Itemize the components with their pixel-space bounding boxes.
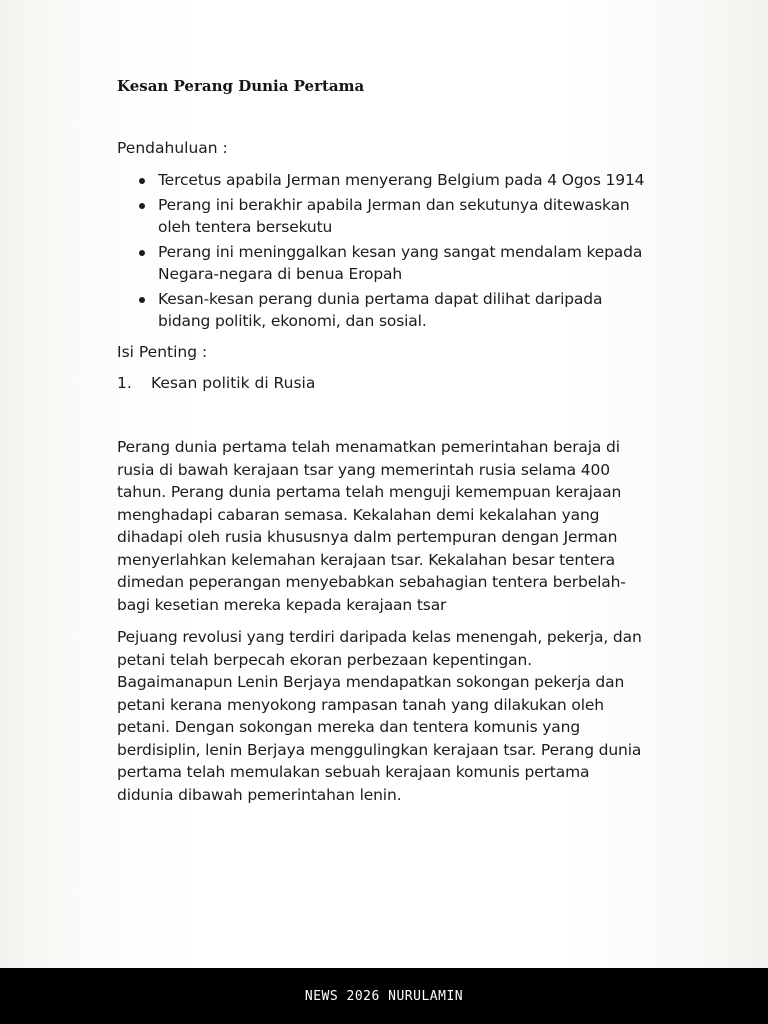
- caption-text: NEWS 2026 NURULAMIN: [304, 988, 464, 1004]
- bullet-icon: [139, 203, 145, 209]
- intro-bullet-text: Perang ini meninggalkan kesan yang sangat mendalam kepada Negara-negara di benua Eropah: [158, 242, 643, 283]
- bullet-icon: [139, 178, 145, 184]
- intro-heading: Pendahuluan :: [117, 139, 228, 157]
- numbered-section-heading: [117, 372, 315, 395]
- caption-bar: [0, 968, 768, 1024]
- body-paragraph: Pejuang revolusi yang terdiri daripada kelas menengah, pekerja, dan petani telah berpecah ekoran perbezaan kepentingan. Bagaimanapun Lenin Berjaya mendapatkan sokongan pekerja dan petani kerana menyokong rampasan tanah yang dilakukan oleh petani. Dengan sokongan mereka dan tentera komunis yang berdisiplin, lenin Berjaya menggulingkan kerajaan tsar. Perang dunia pertama telah memulakan sebuah kerajaan komunis pertama didunia dibawah pemerintahan lenin.: [117, 628, 642, 804]
- intro-bullet-list: [117, 169, 647, 335]
- bullet-icon: [139, 250, 145, 256]
- intro-bullet-item: [117, 169, 647, 192]
- intro-bullet-text: Kesan-kesan perang dunia pertama dapat dilihat daripada bidang politik, ekonomi, dan sosial.: [158, 289, 603, 330]
- bullet-icon: [139, 297, 145, 303]
- document-title: Kesan Perang Dunia Pertama: [117, 77, 365, 95]
- intro-bullet-item: [117, 241, 647, 286]
- body-paragraph: Perang dunia pertama telah menamatkan pemerintahan beraja di rusia di bawah kerajaan tsar yang memerintah rusia selama 400 tahun. Perang dunia pertama telah menguji kemempuan kerajaan menghadapi cabaran semasa. Kekalahan demi kekalahan yang dihadapi oleh rusia khususnya dalm pertempuran dengan Jerman menyerlahkan kelemahan kerajaan tsar. Kekalahan besar tentera dimedan peperangan menyebabkan sebahagian tentera berbelah-bagi kesetian mereka kepada kerajaan tsar: [117, 438, 626, 614]
- section-number: 1.: [117, 374, 132, 392]
- intro-bullet-text: Perang ini berakhir apabila Jerman dan sekutunya ditewaskan oleh tentera bersekutu: [158, 195, 630, 236]
- intro-bullet-text: Tercetus apabila Jerman menyerang Belgium pada 4 Ogos 1914: [158, 171, 645, 189]
- intro-bullet-item: [117, 288, 647, 333]
- intro-bullet-item: [117, 194, 647, 239]
- section-title: Kesan politik di Rusia: [151, 374, 316, 392]
- isi-penting-heading: Isi Penting :: [117, 343, 208, 361]
